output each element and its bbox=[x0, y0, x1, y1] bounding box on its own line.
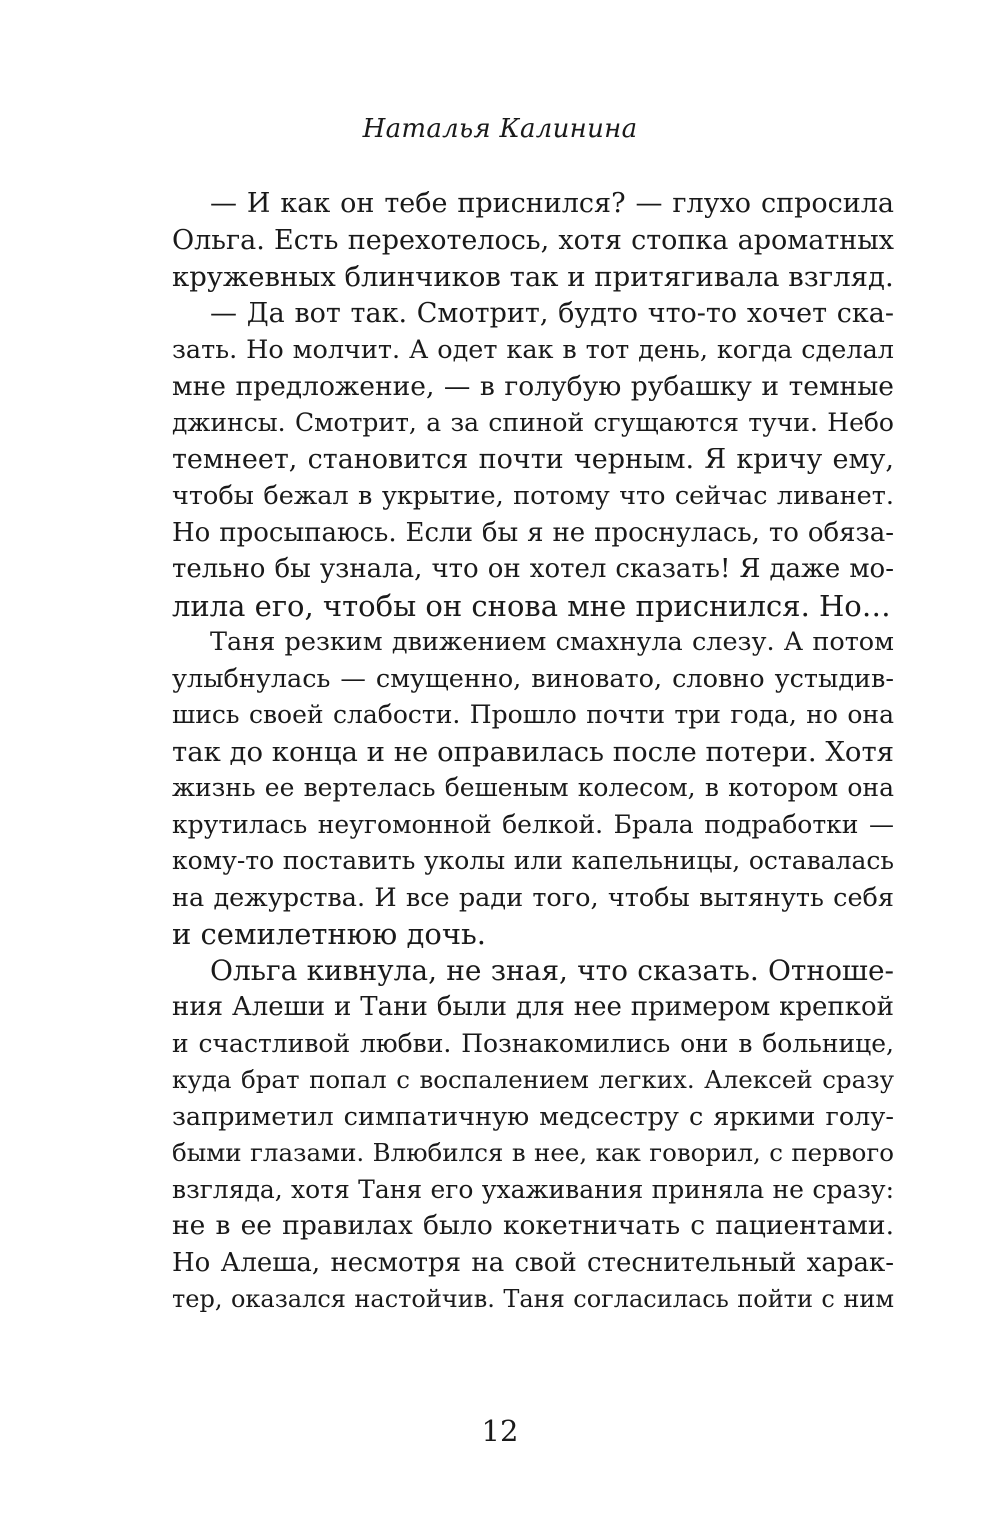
text-line: кружевных блинчиков так и притягивала взгляд. bbox=[172, 261, 894, 293]
text-line: и счастливой любви. Познакомились они в больнице, bbox=[172, 1028, 894, 1058]
text-line: Ольга кивнула, не зная, что сказать. Отноше- bbox=[210, 953, 894, 987]
text-line: не в ее правилах было кокетничать с пациентами. bbox=[172, 1210, 894, 1241]
text-line: жизнь ее вертелась бешеным колесом, в котором она bbox=[172, 773, 894, 802]
text-line: на дежурства. И все ради того, чтобы вытянуть себя bbox=[172, 882, 894, 913]
text-line: взгляда, хотя Таня его ухаживания приняла не сразу: bbox=[172, 1174, 894, 1204]
text-line: быми глазами. Влюбился в нее, как говорил, с первого bbox=[172, 1138, 894, 1167]
text-line: мне предложение, — в голубую рубашку и темные bbox=[172, 370, 894, 402]
text-line: так до конца и не оправилась после потери. Хотя bbox=[172, 735, 895, 768]
text-line: Таня резким движением смахнула слезу. А потом bbox=[210, 627, 894, 657]
text-line: чтобы бежал в укрытие, потому что сейчас ливанет. bbox=[172, 481, 894, 511]
text-line: и семилетнюю дочь. bbox=[172, 917, 487, 951]
text-line: — И как он тебе приснился? — глухо спросила bbox=[210, 188, 894, 219]
text-line: темнеет, становится почти черным. Я кричу ему, bbox=[172, 443, 894, 475]
text-line: кому-то поставить уколы или капельницы, оставалась bbox=[172, 846, 894, 875]
text-line: — Да вот так. Смотрит, будто что-то хочет ска- bbox=[210, 297, 894, 329]
body-text bbox=[172, 186, 894, 1318]
text-line: Но Алеша, несмотря на свой стеснительный харак- bbox=[172, 1247, 894, 1278]
text-line: зать. Но молчит. А одет как в тот день, когда сделал bbox=[172, 335, 894, 365]
text-line: тельно бы узнала, что он хотел сказать! Я даже мо- bbox=[172, 554, 894, 584]
text-line: тер, оказался настойчив. Таня согласилась пойти с ним bbox=[172, 1285, 894, 1313]
text-line: заприметил симпатичную медсестру с яркими голу- bbox=[172, 1101, 894, 1132]
text-line: Но просыпаюсь. Если бы я не проснулась, то обяза- bbox=[172, 517, 894, 548]
text-line: шись своей слабости. Прошло почти три года, но она bbox=[172, 700, 894, 729]
text-line: ния Алеши и Тани были для нее примером крепкой bbox=[172, 992, 894, 1022]
text-line: улыбнулась — смущенно, виновато, словно устыдив- bbox=[172, 663, 894, 694]
page-number: 12 bbox=[481, 1414, 519, 1448]
text-line: крутилась неугомонной белкой. Брала подработки — bbox=[172, 809, 894, 839]
text-line: джинсы. Смотрит, а за спиной сгущаются тучи. Небо bbox=[172, 408, 894, 437]
running-header-author: Наталья Калинина bbox=[362, 114, 638, 144]
text-line: Ольга. Есть перехотелось, хотя стопка ароматных bbox=[172, 224, 894, 256]
text-line: лила его, чтобы он снова мне приснился. Но… bbox=[172, 588, 891, 623]
text-line: куда брат попал с воспалением легких. Алексей сразу bbox=[172, 1065, 894, 1094]
